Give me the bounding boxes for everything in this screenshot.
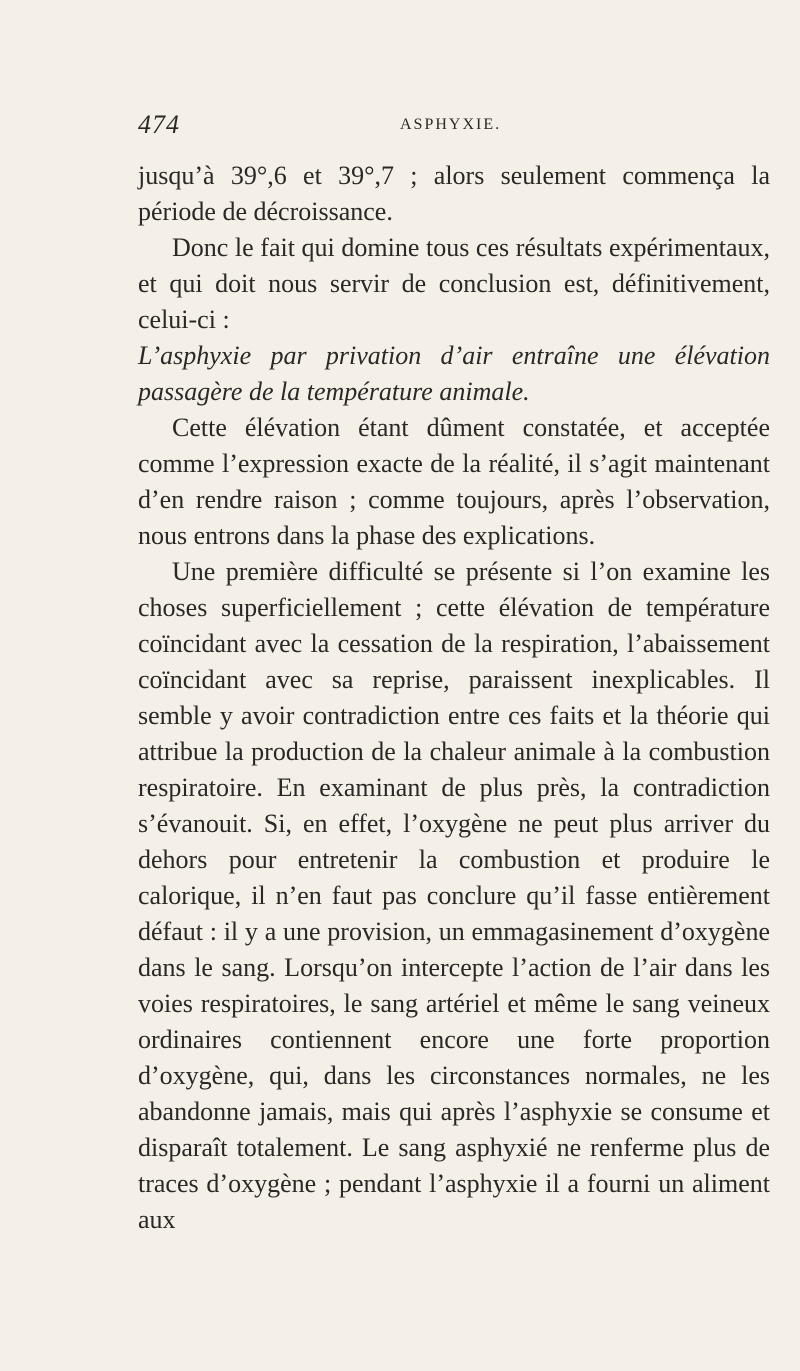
paragraph-conclusion-statement: L’asphyxie par privation d’air entraîne une élévation passagère de la température animale. bbox=[138, 341, 770, 406]
page-number: 474 bbox=[138, 110, 180, 139]
paragraph-difficulty: Une première difficulté se présente si l’on examine les choses superficiellement ; cette élévation de température coïncidant avec la cessation de la respiration, l’abaissement coïncidant avec sa reprise, paraissent inexplicables. Il semble y avoir contradiction entre ces faits et la théorie qui attribue la production de la chaleur animale à la combustion respiratoire. En examinant de plus près, la contradiction s’évanouit. Si, en effet, l’oxygène ne peut plus arriver du dehors pour entretenir la combustion et produire le calorique, il n’en faut pas conclure qu’il fasse entièrement défaut : il y a une provision, un emmagasinement d’oxygène dans le sang. Lorsqu’on intercepte l’action de l’air dans les voies respiratoires, le sang artériel et même le sang veineux ordinaires contiennent encore une forte proportion d’oxygène, qui, dans les circonstances normales, ne les abandonne jamais, mais qui après l’asphyxie se consume et disparaît totalement. Le sang asphyxié ne renferme plus de traces d’oxygène ; pendant l’asphyxie il a fourni un aliment aux bbox=[138, 557, 770, 1234]
page-header bbox=[138, 110, 768, 150]
paragraph-continuation: jusqu’à 39°,6 et 39°,7 ; alors seulement commença la période de décroissance. bbox=[138, 161, 770, 226]
body-text bbox=[138, 158, 770, 1238]
running-head: ASPHYXIE. bbox=[400, 116, 502, 133]
paragraph-conclusion-intro: Donc le fait qui domine tous ces résultats expérimentaux, et qui doit nous servir de conclusion est, définitivement, celui-ci : bbox=[138, 233, 770, 334]
paragraph-explanation-intro: Cette élévation étant dûment constatée, et acceptée comme l’expression exacte de la réalité, il s’agit maintenant d’en rendre raison ; comme toujours, après l’observation, nous entrons dans la phase des explications. bbox=[138, 413, 770, 550]
